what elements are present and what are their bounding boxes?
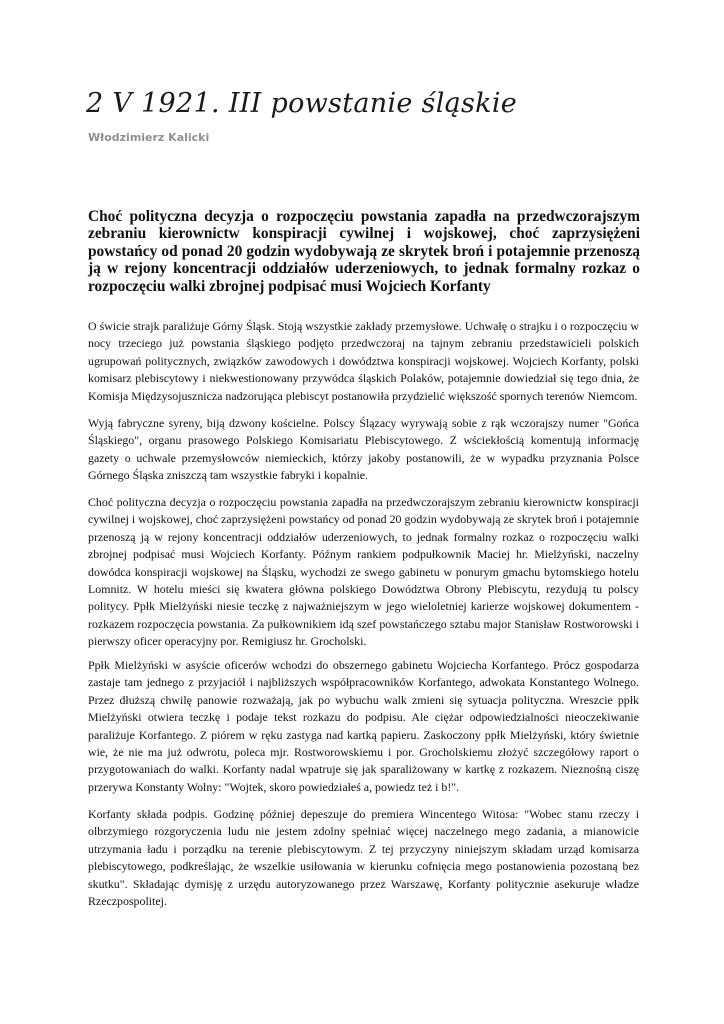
body-paragraph: Korfanty składa podpis. Godzinę później depeszuje do premiera Wincentego Witosa: "Wobec stanu rzeczy i olbrzymiego rozgoryczenia ludu nie jestem zdolny spełniać więcej naczelnego mego zadania, a mianowicie utrzymania ładu i porządku na terenie plebiscytowym. Z tej przyczyny niniejszym składam urząd komisarza plebiscytowego, podkreślając, że wszelkie usiłowania w kierunku cofnięcia mego postanowienia pozostaną bez skutku". Składając dymisję z urzędu autoryzowanego przez Warszawę, Korfanty politycznie asekuruje władze Rzeczpospolitej.: [88, 807, 639, 909]
body-paragraph: Ppłk Mielżyński w asyście oficerów wchodzi do obszernego gabinetu Wojciecha Korfantego. Prócz gospodarza zastaje tam jednego z przyjaciół i najbliższych współpracowników Korfantego, adwokata Konstantego Wolnego. Przez dłuższą chwilę panowie rozważają, jak po wybuchu walk zmieni się sytuacja polityczna. Wreszcie ppłk Mielżyński otwiera teczkę i podaje tekst rozkazu do podpisu. Ale ciężar odpowiedzialności nieoczekiwanie paraliżuje Korfantego. Z piórem w ręku zastyga nad kartką papieru. Zaskoczony ppłk Mielżyński, który świetnie wie, że nie ma już odwrotu, poleca mjr. Rostworowskiemu i por. Grocholskiemu złożyć szczegółowy raport o przygotowaniach do walki. Korfanty nadal wpatruje się jak sparaliżowany w kartkę z rozkazem. Nieznośną ciszę przerywa Konstanty Wolny: "Wojtek, skoro powiedziałeś a, powiedz też i b!".: [88, 658, 639, 794]
article-title: 2 V 1921. III powstanie śląskie: [86, 88, 518, 119]
body-paragraph: Choć polityczna decyzja o rozpoczęciu powstania zapadła na przedwczorajszym zebraniu kierownictw konspiracji cywilnej i wojskowej, choć zaprzysiężeni powstańcy od ponad 20 godzin wydobywają ze skrytek broń i potajemnie przenoszą ją w rejony koncentracji oddziałów uderzeniowych, to jednak formalny rozkaz o rozpoczęciu walki zbrojnej podpisać musi Wojciech Korfanty. Późnym rankiem podpułkownik Maciej hr. Mielżyński, naczelny dowódca konspiracji wojskowej na Śląsku, wychodzi ze swego gabinetu w ponurym gmachu bytomskiego hotelu Lomnitz. W hotelu mieści się kwatera główna polskiego Dowództwa Obrony Plebiscytu, rezydują tu polscy politycy. Ppłk Mielżyński niesie teczkę z najważniejszym w jego wieloletniej karierze wojskowej dokumentem - rozkazem rozpoczęcia powstania. Za pułkownikiem idą szef powstańczego sztabu major Stanisław Rostworowski i pierwszy oficer operacyjny por. Remigiusz hr. Grocholski.: [88, 495, 639, 649]
article-lead: Choć polityczna decyzja o rozpoczęciu powstania zapadła na przedwczorajszym zebraniu kierownictw konspiracji cywilnej i wojskowej, choć zaprzysiężeni powstańcy od ponad 20 godzin wydobywają ze skrytek broń i potajemnie przenoszą ją w rejony koncentracji oddziałów uderzeniowych, to jednak formalny rozkaz o rozpoczęciu walki zbrojnej podpisać musi Wojciech Korfanty: [88, 208, 640, 295]
body-paragraph: Wyją fabryczne syreny, biją dzwony kościelne. Polscy Ślązacy wyrywają sobie z rąk wczorajszy numer "Gońca Śląskiego", organu prasowego Polskiego Komisariatu Plebiscytowego. Z wściekłością komentują informację gazety o uchwale przemysłowców niemieckich, którzy jakoby postanowili, że w wypadku przyznania Polsce Górnego Śląska zniszczą tam wszystkie fabryki i kopalnie.: [88, 416, 639, 483]
article-author: Włodzimierz Kalicki: [88, 131, 210, 144]
body-paragraph: O świcie strajk paraliżuje Górny Śląsk. Stoją wszystkie zakłady przemysłowe. Uchwałę o strajku i o rozpoczęciu w nocy trzeciego już powstania śląskiego podjęto przedwczoraj na tajnym zebraniu przedstawicieli polskich ugrupowań politycznych, związków zawodowych i dowództwa konspiracji wojskowej. Wojciech Korfanty, polski komisarz plebiscytowy i niekwestionowany przywódca śląskich Polaków, potajemnie dowiedział się tego dnia, że Komisja Międzysojusznicza nadzorująca plebiscyt postanowiła przydzielić większość spornych terenów Niemcom.: [88, 319, 639, 403]
